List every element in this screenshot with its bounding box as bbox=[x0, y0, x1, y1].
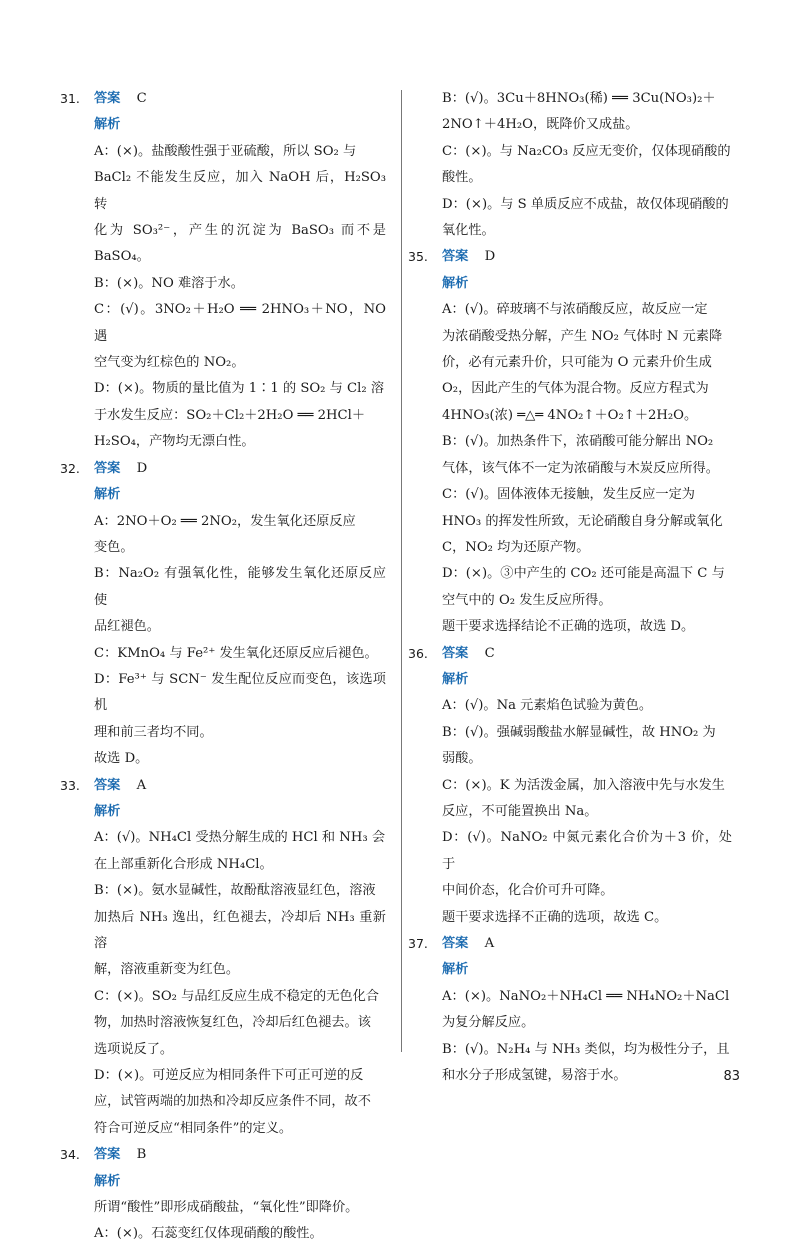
analysis-line: A：2NO＋O₂ ══ 2NO₂，发生氧化还原反应 bbox=[94, 513, 356, 529]
analysis-line: 于水发生反应：SO₂＋Cl₂＋2H₂O ══ 2HCl＋ bbox=[94, 407, 366, 423]
answer-value: D bbox=[484, 249, 496, 265]
question-34 bbox=[60, 1142, 386, 1248]
analysis-line: 化为 SO₃²⁻，产生的沉淀为 BaSO₃ 而不是 BaSO₄。 bbox=[94, 223, 386, 265]
answer-value: D bbox=[136, 460, 148, 476]
analysis-line: C：(×)。SO₂ 与品红反应生成不稳定的无色化合 bbox=[94, 988, 379, 1004]
analysis-line: 反应，不可能置换出 Na。 bbox=[442, 803, 598, 819]
analysis-line: BaCl₂ 不能发生反应，加入 NaOH 后，H₂SO₃ 转 bbox=[94, 170, 386, 212]
analysis-line: A：(×)。NaNO₂＋NH₄Cl ══ NH₄NO₂＋NaCl bbox=[442, 988, 730, 1004]
analysis-line: D：(×)。物质的量比值为 1∶1 的 SO₂ 与 Cl₂ 溶 bbox=[94, 381, 385, 397]
analysis-line: C：(×)。K 为活泼金属，加入溶液中先与水发生 bbox=[442, 777, 725, 793]
analysis-line: 气体，该气体不一定为浓硝酸与木炭反应所得。 bbox=[442, 460, 719, 476]
analysis-line: C：(√)。固体液体无接触，发生反应一定为 bbox=[442, 487, 695, 503]
answer-label: 答案 bbox=[94, 777, 121, 793]
answer-label: 答案 bbox=[94, 91, 121, 106]
analysis-line: HNO₃ 的挥发性所致，无论硝酸自身分解或氧化 bbox=[442, 513, 723, 529]
analysis-label: 解析 bbox=[442, 671, 469, 687]
analysis-line: 品红褪色。 bbox=[94, 619, 160, 635]
analysis-line: 加热后 NH₃ 逸出，红色褪去，冷却后 NH₃ 重新溶 bbox=[94, 909, 386, 951]
question-header bbox=[60, 86, 386, 112]
question-37 bbox=[408, 931, 732, 1089]
analysis-line: D：Fe³⁺ 与 SCN⁻ 发生配位反应而变色，该选项机 bbox=[94, 671, 386, 714]
analysis-line: B：(√)。N₂H₄ 与 NH₃ 类似，均为极性分子，且 bbox=[442, 1041, 730, 1057]
analysis-label: 解析 bbox=[94, 487, 121, 503]
analysis-line: 应，试管两端的加热和冷却反应条件不同，故不 bbox=[94, 1094, 371, 1110]
analysis-line: B：Na₂O₂ 有强氧化性，能够发生氧化还原反应使 bbox=[94, 566, 386, 608]
analysis-line: A：(√)。NH₄Cl 受热分解生成的 HCl 和 NH₃ 会 bbox=[94, 830, 386, 846]
question-35 bbox=[408, 244, 732, 640]
analysis-line: 变色。 bbox=[94, 539, 134, 555]
question-32 bbox=[60, 456, 386, 773]
analysis-line: C：KMnO₄ 与 Fe²⁺ 发生氧化还原反应后褪色。 bbox=[94, 645, 378, 661]
analysis-line: 价，必有元素升价，只可能为 O 元素升价生成 bbox=[442, 355, 712, 371]
question-header bbox=[408, 244, 732, 270]
page-number: 83 bbox=[723, 1069, 740, 1084]
analysis-line: C：(×)。与 Na₂CO₃ 反应无变价，仅体现硝酸的 bbox=[442, 143, 731, 159]
analysis-line: 物，加热时溶液恢复红色，冷却后红色褪去。该 bbox=[94, 1015, 371, 1031]
analysis-line: 题干要求选择结论不正确的选项，故选 D。 bbox=[442, 619, 695, 635]
analysis-label: 解析 bbox=[442, 962, 469, 978]
analysis-line: 2NO↑＋4H₂O，既降价又成盐。 bbox=[442, 117, 639, 133]
left-column bbox=[60, 86, 386, 1248]
answer-label: 答案 bbox=[442, 249, 469, 265]
question-number: 36. bbox=[408, 645, 428, 661]
analysis-line: B：(×)。氨水显碱性，故酚酞溶液显红色，溶液 bbox=[94, 883, 376, 899]
question-number: 37. bbox=[408, 936, 428, 951]
analysis-line: 空气中的 O₂ 发生反应所得。 bbox=[442, 592, 612, 608]
right-column bbox=[408, 86, 732, 1089]
analysis-line: 题干要求选择不正确的选项，故选 C。 bbox=[442, 909, 668, 925]
analysis-line: A：(×)。盐酸酸性强于亚硫酸，所以 SO₂ 与 bbox=[94, 143, 357, 159]
question-number: 32. bbox=[60, 460, 80, 476]
question-header bbox=[60, 1142, 386, 1168]
answer-label: 答案 bbox=[94, 460, 121, 476]
analysis-line: 故选 D。 bbox=[94, 751, 149, 767]
question-34-continued bbox=[416, 86, 732, 244]
answer-label: 答案 bbox=[442, 936, 469, 951]
analysis-line: B：(√)。强碱弱酸盐水解显碱性，故 HNO₂ 为 bbox=[442, 724, 716, 740]
analysis-line: 空气变为红棕色的 NO₂。 bbox=[94, 355, 245, 371]
analysis-line: 4HNO₃(浓) ═△═ 4NO₂↑＋O₂↑＋2H₂O。 bbox=[442, 407, 698, 423]
column-divider bbox=[401, 90, 402, 1052]
analysis-line: B：(×)。NO 难溶于水。 bbox=[94, 275, 244, 291]
analysis-line: 选项说反了。 bbox=[94, 1041, 174, 1057]
analysis-line: 为复分解反应。 bbox=[442, 1015, 535, 1031]
analysis-line: H₂SO₄，产物均无漂白性。 bbox=[94, 434, 255, 450]
analysis-line: D：(×)。与 S 单质反应不成盐，故仅体现硝酸的 bbox=[442, 196, 729, 212]
analysis-line: D：(×)。可逆反应为相同条件下可正可逆的反 bbox=[94, 1068, 364, 1084]
analysis-line: 和水分子形成氢键，易溶于水。 bbox=[442, 1068, 627, 1084]
answer-label: 答案 bbox=[442, 645, 469, 661]
analysis-line: 符合可逆反应“相同条件”的定义。 bbox=[94, 1120, 293, 1136]
analysis-line: 弱酸。 bbox=[442, 751, 482, 767]
analysis-line: D：(×)。③中产生的 CO₂ 还可能是高温下 C 与 bbox=[442, 566, 725, 582]
analysis-line: A：(√)。Na 元素焰色试验为黄色。 bbox=[442, 698, 653, 714]
analysis-line: C，NO₂ 均为还原产物。 bbox=[442, 539, 590, 555]
analysis-label: 解析 bbox=[94, 803, 121, 819]
question-header bbox=[408, 641, 732, 667]
analysis-line: 解，溶液重新变为红色。 bbox=[94, 962, 240, 978]
question-number: 35. bbox=[408, 249, 428, 265]
analysis-line: 理和前三者均不同。 bbox=[94, 724, 213, 740]
answer-value: C bbox=[484, 645, 495, 661]
question-number: 34. bbox=[60, 1147, 80, 1163]
question-36 bbox=[408, 641, 732, 931]
analysis-line: 在上部重新化合形成 NH₄Cl。 bbox=[94, 856, 273, 872]
answer-value: A bbox=[484, 936, 495, 951]
answer-value: B bbox=[136, 1147, 147, 1163]
analysis-line: 中间价态，化合价可升可降。 bbox=[442, 883, 614, 899]
analysis-line: B：(√)。3Cu＋8HNO₃(稀) ══ 3Cu(NO₃)₂＋ bbox=[442, 91, 716, 106]
question-number: 33. bbox=[60, 777, 80, 793]
question-header bbox=[408, 931, 732, 957]
analysis-line: A：(×)。石蕊变红仅体现硝酸的酸性。 bbox=[94, 1226, 323, 1242]
analysis-label: 解析 bbox=[94, 1173, 121, 1189]
analysis-label: 解析 bbox=[442, 275, 469, 291]
question-header bbox=[60, 456, 386, 482]
question-31 bbox=[60, 86, 386, 456]
answer-value: C bbox=[136, 91, 147, 106]
analysis-line: C：(√)。3NO₂＋H₂O ══ 2HNO₃＋NO，NO 遇 bbox=[94, 302, 386, 344]
analysis-line: A：(√)。碎玻璃不与浓硝酸反应，故反应一定 bbox=[442, 302, 708, 318]
analysis-line: 所谓“酸性”即形成硝酸盐，“氧化性”即降价。 bbox=[94, 1200, 359, 1216]
question-number: 31. bbox=[60, 91, 80, 106]
analysis-line: B：(√)。加热条件下，浓硝酸可能分解出 NO₂ bbox=[442, 434, 714, 450]
analysis-line: O₂，因此产生的气体为混合物。反应方程式为 bbox=[442, 381, 709, 397]
analysis-line: 为浓硝酸受热分解，产生 NO₂ 气体时 N 元素降 bbox=[442, 328, 723, 344]
analysis-line: D：(√)。NaNO₂ 中氮元素化合价为＋3 价，处于 bbox=[442, 830, 732, 872]
analysis-line: 酸性。 bbox=[442, 170, 482, 186]
analysis-label: 解析 bbox=[94, 117, 121, 133]
question-33 bbox=[60, 773, 386, 1143]
answer-label: 答案 bbox=[94, 1147, 121, 1163]
analysis-line: 氧化性。 bbox=[442, 223, 495, 239]
answer-value: A bbox=[136, 777, 147, 793]
question-header bbox=[60, 773, 386, 799]
